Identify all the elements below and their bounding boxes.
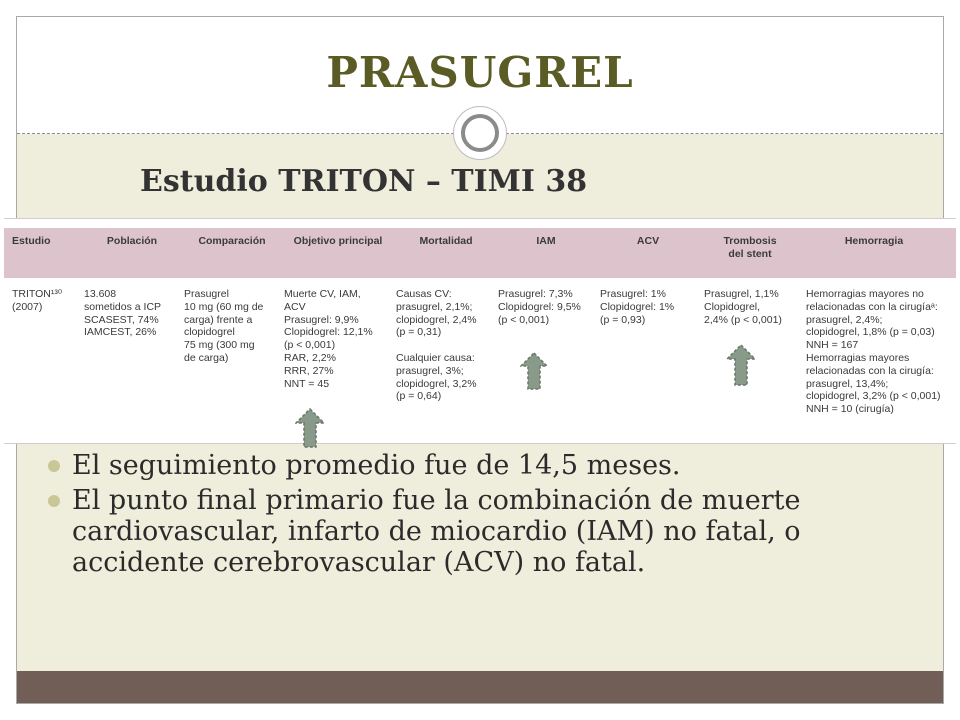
up-arrow-icon [295, 408, 325, 448]
header-mortalidad: Mortalidad [419, 235, 473, 247]
cell-comparacion: Prasugrel 10 mg (60 mg de carga) frente a clopidogrel 75 mg (300 mg de carga) [184, 288, 264, 364]
header-trombosis: Trombosis del stent [723, 235, 777, 260]
divider-ring-inner [461, 114, 499, 152]
cell-iam: Prasugrel: 7,3% Clopidogrel: 9,5% (p < 0,001) [498, 288, 581, 326]
header-iam: IAM [536, 235, 556, 247]
cell-estudio: TRITON¹³⁰ (2007) [12, 288, 63, 313]
bullet-dot-icon [48, 460, 60, 472]
bullet-item [48, 450, 928, 481]
cell-hemorragia: Hemorragias mayores no relacionadas con la cirugíaᵃ: prasugrel, 2,4%; clopidogrel, 1,8% (p = 0,03) NNH = 167 Hemorragias mayores relacionadas con la cirugía: prasugrel, 13,4%; clopidogrel, 3,2% (p < 0,001) NNH = 10 (cirugía) [806, 288, 941, 416]
cell-mortalidad: Causas CV: prasugrel, 2,1%; clopidogrel, 2,4% (p = 0,31) Cualquier causa: prasugrel, 3%; clopidogrel, 3,2% (p = 0,64) [396, 288, 477, 403]
header-comparacion: Comparación [198, 235, 266, 247]
header-hemorragia: Hemorragia [844, 235, 904, 247]
bullet-text: El seguimiento promedio fue de 14,5 meses. [72, 450, 681, 481]
cell-objetivo: Muerte CV, IAM, ACV Prasugrel: 9,9% Clopidogrel: 12,1% (p < 0,001) RAR, 2,2% RRR, 27% NNT = 45 [284, 288, 373, 390]
bullet-text: El punto final primario fue la combinación de muerte cardiovascular, infarto de miocardio (IAM) no fatal, o accidente cerebrovascular (ACV) no fatal. [72, 485, 801, 578]
bullet-item [48, 485, 928, 578]
up-arrow-icon [726, 344, 756, 386]
bullet-list [48, 450, 928, 582]
footer-band [17, 671, 943, 703]
cell-trombosis: Prasugrel, 1,1% Clopidogrel, 2,4% (p < 0,001) [704, 288, 782, 326]
header-estudio: Estudio [12, 235, 51, 247]
cell-poblacion: 13.608 sometidos a ICP SCASEST, 74% IAMCEST, 26% [84, 288, 162, 339]
study-table [4, 218, 956, 444]
cell-acv: Prasugrel: 1% Clopidogrel: 1% (p = 0,93) [600, 288, 675, 326]
slide-title: PRASUGREL [326, 48, 634, 97]
bullet-dot-icon [48, 495, 60, 507]
header-objetivo: Objetivo principal [293, 235, 383, 247]
header-poblacion: Población [106, 235, 158, 247]
up-arrow-icon [520, 352, 548, 390]
slide-subtitle: Estudio TRITON – TIMI 38 [140, 164, 588, 199]
header-acv: ACV [636, 235, 660, 247]
